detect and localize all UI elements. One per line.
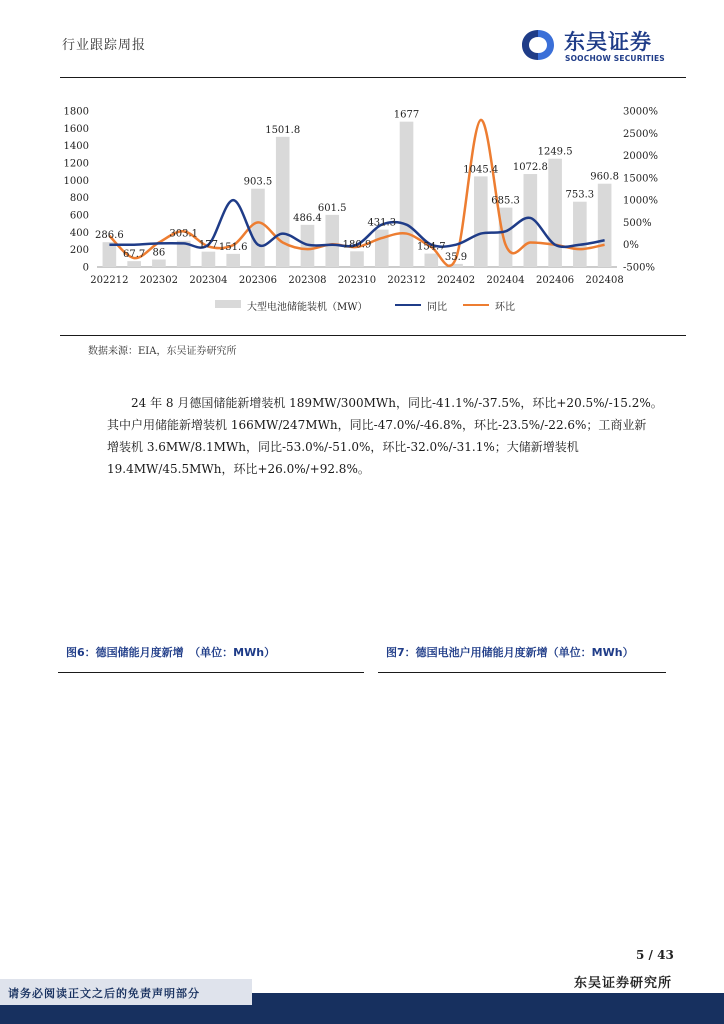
body-paragraph: [107, 392, 667, 480]
bar-data-label: 286.6: [95, 230, 124, 242]
bar-data-label: 86: [152, 247, 166, 259]
chart-bar: [474, 176, 488, 267]
bar-data-label: 177: [198, 239, 218, 251]
bar-data-label: 431.3: [367, 217, 397, 229]
y-left-tick-label: 200: [69, 245, 89, 257]
x-tick-label: 202406: [536, 275, 575, 286]
figure-7-rule: [378, 672, 666, 673]
bar-data-label: 601.5: [317, 202, 347, 214]
chart-bar: [325, 215, 339, 267]
chart-bar: [400, 122, 414, 267]
bar-data-label: 1249.5: [537, 146, 573, 158]
x-tick-label: 202212: [90, 275, 129, 286]
soochow-logo: [520, 26, 680, 66]
disclaimer-text: 请务必阅读正文之后的免责声明部分: [8, 987, 200, 1000]
header-rule: [60, 77, 686, 78]
legend-mom-label: 环比: [495, 302, 515, 313]
bar-data-label: 486.4: [293, 212, 322, 224]
page-number: 5 / 43: [636, 948, 674, 962]
chart-bar: [573, 202, 587, 267]
bar-data-label: 303.1: [169, 228, 198, 240]
bar-data-label: 67.7: [123, 249, 146, 261]
y-right-tick-label: 2000%: [623, 151, 658, 163]
chart-bar: [251, 189, 265, 267]
battery-storage-chart: [62, 98, 686, 320]
x-tick-label: 202312: [387, 275, 426, 286]
legend-bar-label: 大型电池储能装机（MW）: [247, 302, 368, 313]
bar-data-label: 154.7: [416, 241, 446, 253]
x-tick-label: 202302: [139, 275, 178, 286]
chart-bar: [276, 137, 290, 267]
chart-bar: [375, 230, 389, 267]
chart-bar: [350, 251, 364, 267]
legend-yoy-label: 同比: [427, 302, 447, 313]
y-left-tick-label: 1600: [63, 123, 89, 135]
bar-data-label: 960.8: [590, 171, 619, 183]
y-left-tick-label: 400: [69, 227, 89, 239]
chart-bar: [127, 261, 141, 267]
chart-bar: [598, 184, 612, 267]
data-source: 数据来源：EIA，东吴证券研究所: [88, 346, 237, 357]
footer-organization: 东吴证券研究所: [574, 976, 673, 991]
y-right-tick-label: 3000%: [623, 106, 658, 118]
logo-english-text: SOOCHOW SECURITIES: [565, 54, 665, 63]
logo-chinese-text: 东吴证券: [564, 30, 652, 54]
y-right-tick-label: -500%: [623, 262, 655, 274]
x-tick-label: 202408: [585, 275, 624, 286]
figure-7-title: 图7：德国电池户用储能月度新增（单位：MWh）: [386, 646, 634, 659]
y-left-tick-label: 600: [69, 210, 89, 222]
y-right-tick-label: 2500%: [623, 128, 658, 140]
x-tick-label: 202306: [238, 275, 278, 286]
soochow-logo-icon: [520, 28, 556, 62]
x-tick-label: 202310: [337, 275, 377, 286]
y-right-tick-label: 1500%: [623, 173, 658, 185]
y-left-tick-label: 1800: [63, 106, 89, 118]
bar-data-label: 35.9: [444, 251, 468, 263]
chart-bottom-rule: [60, 335, 686, 336]
body-line-1: 24 年 8 月德国储能新增装机 189MW/300MWh，同比-41.1%/-37.5%，环比+20.5%/-15.2%。: [131, 396, 663, 410]
x-tick-label: 202308: [288, 275, 327, 286]
chart-bar: [152, 260, 166, 267]
body-line-3: 增装机 3.6MW/8.1MWh，同比-53.0%/-51.0%，环比-32.0%/-31.1%；大储新增装机: [107, 440, 579, 454]
body-line-2: 其中户用储能新增装机 166MW/247MWh，同比-47.0%/-46.8%，环比-23.5%/-22.6%；工商业新: [107, 418, 647, 432]
x-tick-label: 202304: [189, 275, 228, 286]
bar-data-label: 1501.8: [265, 124, 301, 136]
bar-data-label: 903.5: [243, 176, 273, 188]
chart-bar: [548, 159, 562, 267]
y-left-tick-label: 0: [82, 262, 89, 274]
bar-data-label: 1072.8: [512, 162, 548, 174]
report-type-title: 行业跟踪周报: [62, 38, 147, 53]
chart-bar: [226, 254, 240, 267]
y-left-tick-label: 1200: [63, 158, 89, 170]
bar-data-label: 151.6: [218, 241, 248, 253]
y-left-tick-label: 1000: [63, 175, 89, 187]
y-left-tick-label: 800: [69, 193, 89, 205]
chart-bar: [424, 254, 438, 267]
y-right-tick-label: 0%: [623, 240, 639, 252]
figure-6-rule: [58, 672, 364, 673]
y-right-tick-label: 1000%: [623, 195, 658, 207]
y-right-tick-label: 500%: [623, 217, 652, 229]
bar-data-label: 1677: [393, 109, 420, 121]
bar-data-label: 753.3: [565, 189, 595, 201]
body-line-4: 19.4MW/45.5MWh，环比+26.0%/+92.8%。: [107, 462, 370, 476]
legend-mom-swatch: [463, 304, 489, 306]
bar-data-label: 180.9: [342, 239, 372, 251]
y-left-tick-label: 1400: [63, 141, 89, 153]
figure-6-title: 图6：德国储能月度新增 （单位：MWh）: [66, 646, 276, 659]
legend-bar-swatch: [215, 300, 241, 308]
chart-bar: [202, 252, 216, 267]
bar-data-label: 685.3: [491, 195, 520, 207]
x-tick-label: 202404: [486, 275, 525, 286]
x-tick-label: 202402: [436, 275, 476, 286]
bar-data-label: 1045.4: [463, 164, 499, 176]
legend-yoy-swatch: [395, 304, 421, 306]
